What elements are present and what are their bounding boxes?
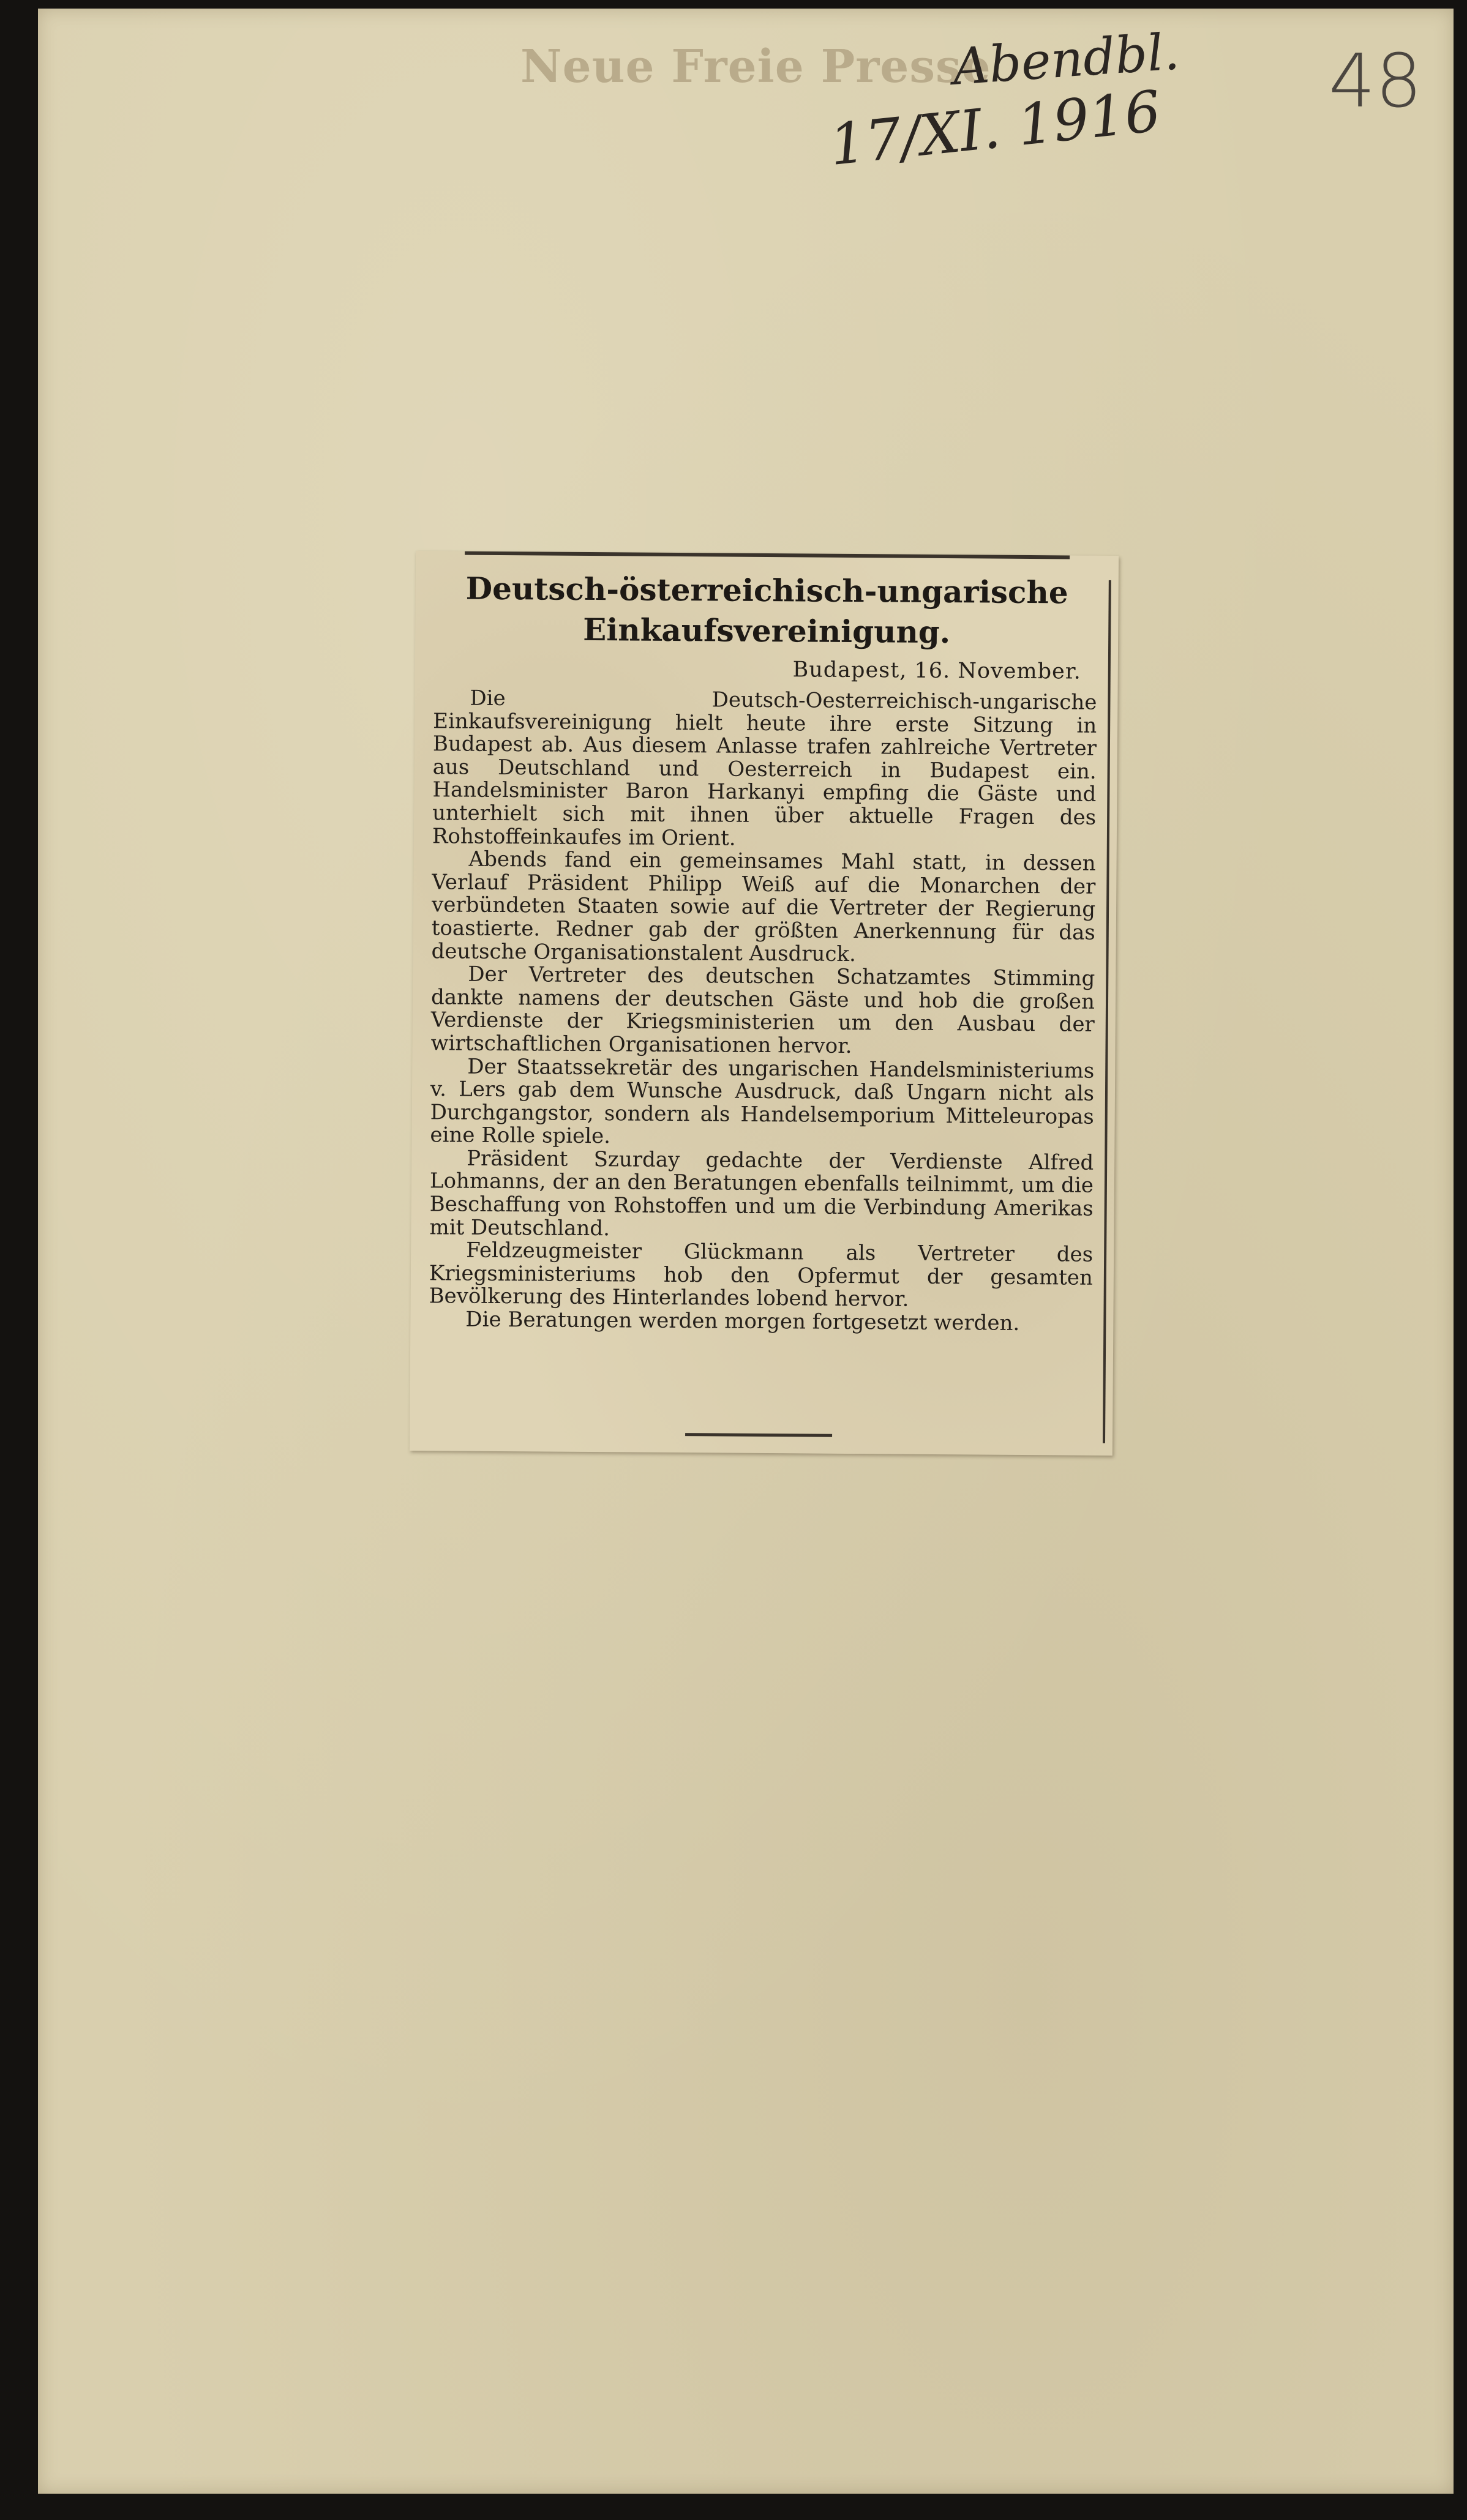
article-paragraph: Die Deutsch-Oesterreichisch-ungarische Einkaufsvereinigung hielt heute ihre erste Sitzung in Budapest ab. Aus diesem Anlasse trafen zahlreiche Vertreter aus Deutschland und Oesterreich in Budapest ein. Handelsminister Baron Harkanyi empfing die Gäste und unterhielt sich mit ihnen über aktuelle Fragen des Rohstoffeinkaufes im Orient.: [432, 686, 1097, 851]
newspaper-clipping: [410, 551, 1119, 1456]
article-headline: Deutsch-österreichisch-ungarische Einkaufsvereinigung.: [465, 570, 1068, 651]
right-rule: [1103, 580, 1111, 1443]
top-rule: [465, 551, 1070, 559]
article-paragraph: Präsident Szurday gedachte der Verdienste Alfred Lohmanns, der an den Beratungen ebenfalls teilnimmt, um die Beschaffung von Rohstoffen und um die Verbindung Amerikas mit Deutschland.: [429, 1146, 1094, 1241]
article-dateline: Budapest, 16. November.: [792, 657, 1081, 684]
bottom-rule: [685, 1433, 832, 1437]
page-number: 48: [1329, 39, 1422, 124]
article-paragraph: Feldzeugmeister Glückmann als Vertreter des Kriegsministeriums hob den Opfermut der gesamten Bevölkerung des Hinterlandes lobend hervor.: [429, 1238, 1094, 1312]
article-body: [429, 687, 1097, 1336]
article-paragraph: Die Beratungen werden morgen fortgesetzt werden.: [465, 1307, 1020, 1336]
archive-sheet: [38, 9, 1454, 2494]
handwritten-edition-note: Abendbl.: [951, 23, 1182, 97]
newspaper-stamp: Neue Freie Presse: [520, 40, 991, 93]
article-paragraph: Der Vertreter des deutschen Schatzamtes Stimming dankte namens der deutschen Gäste und hob die großen Verdienste der Kriegsministerien um den Ausbau der wirtschaftlichen Organisationen hervor.: [430, 962, 1095, 1058]
article-paragraph: Abends fand ein gemeinsames Mahl statt, in dessen Verlauf Präsident Philipp Weiß auf die Monarchen der verbündeten Staaten sowie auf die Vertreter der Regierung toastierte. Redner gab der größten Anerkennung für das deutsche Organisationstalent Ausdruck.: [431, 847, 1096, 966]
article-paragraph: Der Staatssekretär des ungarischen Handelsministeriums v. Lers gab dem Wunsche Ausdruck, daß Ungarn nicht als Durchgangstor, sondern als Handelsemporium Mitteleuropas eine Rolle spiele.: [430, 1054, 1095, 1149]
handwritten-date: 17/XI. 1916: [826, 78, 1164, 179]
